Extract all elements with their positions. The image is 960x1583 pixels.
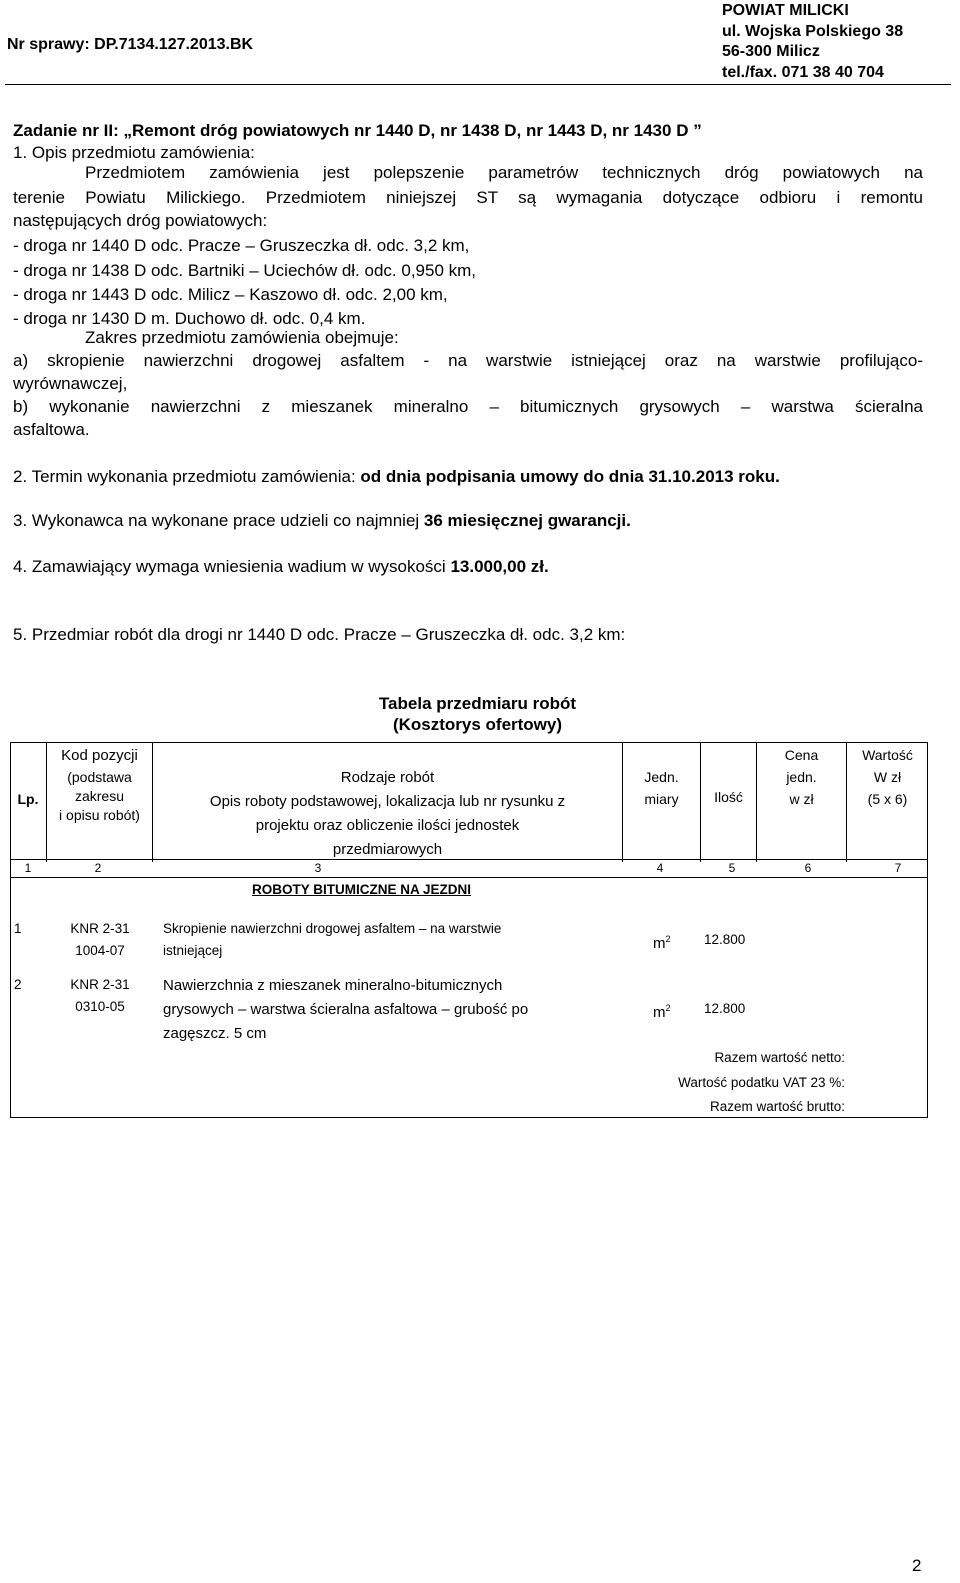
- row-code: [60, 974, 140, 1018]
- header-value-line-3: (5 x 6): [867, 791, 908, 807]
- scope-heading: Zakres przedmiotu zamówienia obejmuje:: [85, 328, 399, 347]
- row-description-line-1: Skropienie nawierzchni drogowej asfaltem – na warstwie: [163, 921, 502, 936]
- header-description-line-2: Opis roboty podstawowej, lokalizacja lub nr rysunku z: [209, 793, 566, 810]
- section-4-text: 4. Zamawiający wymaga wniesienia wadium w wysokości: [13, 557, 451, 576]
- section-2: [13, 467, 780, 487]
- header-description-line-4: przedmiarowych: [332, 841, 443, 858]
- section-5: 5. Przedmiar robót dla drogi nr 1440 D odc. Pracze – Gruszeczka dł. odc. 3,2 km:: [13, 625, 626, 644]
- row-code: [60, 918, 140, 962]
- row-unit-base: m: [653, 1004, 666, 1021]
- header-description-line-1: Rodzaje robót: [340, 769, 435, 786]
- table-section-heading: ROBOTY BITUMICZNE NA JEZDNI: [252, 882, 472, 897]
- page-number: 2: [912, 1556, 922, 1575]
- row-description: [163, 974, 528, 1046]
- header-value-line-1: Wartość: [862, 747, 913, 763]
- road-item: - droga nr 1438 D odc. Bartniki – Uciechów dł. odc. 0,950 km,: [13, 261, 477, 280]
- org-phone: tel./fax. 071 38 40 704: [722, 63, 884, 81]
- org-city: 56-300 Milicz: [722, 43, 820, 60]
- row-code-line-2: 1004-07: [75, 943, 125, 958]
- column-number: 5: [728, 861, 736, 875]
- header-unit-price-line-2: jedn.: [786, 769, 817, 785]
- column-number: 1: [24, 861, 32, 875]
- task-title: Zadanie nr II: „Remont dróg powiatowych nr 1440 D, nr 1438 D, nr 1443 D, nr 1430 D ”: [13, 121, 702, 140]
- row-description-line-2: grysowych – warstwa ścieralna asfaltowa – grubość po: [163, 1001, 529, 1018]
- section-3-warranty: 36 miesięcznej gwarancji.: [423, 511, 631, 530]
- header-value: [847, 744, 928, 810]
- header-unit-price-line-3: w zł: [789, 791, 814, 807]
- header-value-line-2: W zł: [873, 769, 902, 785]
- header-description-line-3: projektu oraz obliczenie ilości jednostek: [255, 817, 520, 834]
- header-unit-price: [757, 744, 846, 810]
- case-number: Nr sprawy: DP.7134.127.2013.BK: [7, 36, 254, 53]
- header-code: [47, 744, 152, 825]
- column-number: 4: [656, 861, 664, 875]
- table-title-line-2: (Kosztorys ofertowy): [392, 715, 563, 734]
- row-unit-exponent: 2: [665, 934, 671, 944]
- row-code-line-1: KNR 2-31: [70, 977, 130, 992]
- row-unit-exponent: 2: [665, 1003, 671, 1013]
- row-description-line-2: istniejącej: [163, 943, 223, 958]
- header-code-line-1: Kod pozycji: [61, 747, 138, 764]
- summary-vat-label: Wartość podatku VAT 23 %:: [678, 1075, 845, 1090]
- header-unit-price-line-1: Cena: [784, 747, 819, 763]
- table-title-line-1: Tabela przedmiaru robót: [378, 694, 577, 713]
- row-quantity: 12.800: [704, 1001, 746, 1016]
- section-3-text: 3. Wykonawca na wykonane prace udzieli co najmniej: [13, 511, 424, 530]
- section-2-text: 2. Termin wykonania przedmiotu zamówienia:: [13, 467, 361, 486]
- column-number: 2: [94, 861, 102, 875]
- header-quantity: Ilość: [714, 789, 743, 805]
- column-number: 6: [804, 861, 812, 875]
- row-lp: 1: [14, 921, 22, 936]
- header-unit-line-1: Jedn.: [644, 769, 679, 785]
- section-4-deposit: 13.000,00 zł.: [450, 557, 549, 576]
- row-code-line-2: 0310-05: [75, 999, 125, 1014]
- section-1-line-2: terenie Powiatu Milickiego. Przedmiotem niniejszej ST są wymagania dotyczące odbioru i remontu: [13, 188, 923, 207]
- header-code-line-3: zakresu: [74, 788, 125, 804]
- scope-b-line-2: asfaltowa.: [13, 420, 90, 439]
- header-unit-line-2: miary: [644, 791, 679, 807]
- row-description: [163, 918, 501, 962]
- row-description-line-3: zagęszcz. 5 cm: [163, 1025, 267, 1042]
- scope-b-line-1: b) wykonanie nawierzchni z mieszanek mineralno – bitumicznych grysowych – warstwa ścieralna: [13, 397, 923, 416]
- table-title: [330, 693, 625, 735]
- summary-net-label: Razem wartość netto:: [714, 1050, 845, 1065]
- row-unit: [653, 928, 671, 955]
- column-number: 3: [314, 861, 322, 875]
- header-divider: [5, 84, 951, 85]
- section-1-line-3: następujących dróg powiatowych:: [13, 211, 268, 230]
- table-colnum-divider: [10, 877, 928, 878]
- road-item: - droga nr 1443 D odc. Milicz – Kaszowo dł. odc. 2,00 km,: [13, 285, 448, 304]
- section-2-deadline: od dnia podpisania umowy do dnia 31.10.2013 roku.: [360, 467, 780, 486]
- scope-a-line-2: wyrównawczej,: [13, 374, 128, 393]
- org-name: POWIAT MILICKI: [722, 2, 849, 19]
- road-item: - droga nr 1440 D odc. Pracze – Gruszeczka dł. odc. 3,2 km,: [13, 236, 470, 255]
- header-lp: Lp.: [17, 791, 39, 807]
- row-lp: 2: [14, 977, 22, 992]
- row-unit: [653, 997, 671, 1024]
- row-code-line-1: KNR 2-31: [70, 921, 130, 936]
- header-code-line-4: i opisu robót): [59, 807, 140, 823]
- section-4: [13, 557, 549, 577]
- header-unit: [623, 766, 700, 810]
- header-code-line-2: (podstawa: [67, 769, 132, 785]
- org-street: ul. Wojska Polskiego 38: [722, 22, 904, 40]
- row-quantity: 12.800: [704, 932, 746, 947]
- header-description: [153, 766, 622, 862]
- row-description-line-1: Nawierzchnia z mieszanek mineralno-bitumicznych: [163, 977, 503, 994]
- row-unit-base: m: [653, 935, 666, 952]
- section-1-heading: 1. Opis przedmiotu zamówienia:: [13, 143, 255, 162]
- organization-address: [722, 1, 903, 83]
- column-number: 7: [894, 861, 902, 875]
- road-item: - droga nr 1430 D m. Duchowo dł. odc. 0,4 km.: [13, 309, 366, 328]
- summary-gross-label: Razem wartość brutto:: [709, 1099, 845, 1114]
- scope-a-line-1: a) skropienie nawierzchni drogowej asfaltem - na warstwie istniejącej oraz na warstwie profilująco-: [13, 351, 923, 370]
- section-3: [13, 511, 631, 531]
- section-1-line-1: Przedmiotem zamówienia jest polepszenie parametrów technicznych dróg powiatowych na: [85, 163, 923, 182]
